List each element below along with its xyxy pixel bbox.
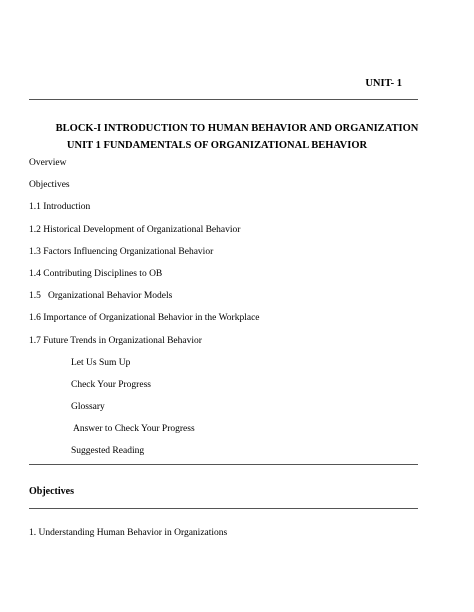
objectives-heading: Objectives (29, 486, 74, 497)
block-title: BLOCK-I INTRODUCTION TO HUMAN BEHAVIOR AND ORGANIZATION (55, 123, 419, 134)
toc-item-1-6: 1.6 Importance of Organizational Behavior in the Workplace (29, 313, 260, 324)
toc-item-1-4: 1.4 Contributing Disciplines to OB (29, 268, 163, 279)
objective-item-1: 1. Understanding Human Behavior in Organizations (29, 528, 228, 538)
table-of-contents (29, 152, 260, 463)
top-divider (29, 99, 418, 100)
toc-item-1-1: 1.1 Introduction (29, 202, 91, 213)
toc-item-answers: Answer to Check Your Progress (73, 424, 195, 435)
toc-item-overview: Overview (29, 158, 67, 168)
toc-item-1-7: 1.7 Future Trends in Organizational Behavior (29, 335, 202, 346)
objectives-divider (29, 508, 418, 509)
toc-item-suggested-reading: Suggested Reading (71, 446, 145, 457)
toc-item-1-5: 1.5 Organizational Behavior Models (29, 291, 173, 302)
unit-title: UNIT 1 FUNDAMENTALS OF ORGANIZATIONAL BEHAVIOR (66, 140, 368, 151)
unit-label: UNIT- 1 (365, 78, 402, 89)
middle-divider (29, 464, 418, 465)
toc-item-1-3: 1.3 Factors Influencing Organizational Behavior (29, 246, 214, 257)
toc-item-check-progress: Check Your Progress (71, 379, 151, 390)
toc-item-sum-up: Let Us Sum Up (71, 357, 131, 368)
toc-item-objectives: Objectives (29, 180, 70, 191)
toc-item-1-2: 1.2 Historical Development of Organizational Behavior (29, 224, 241, 235)
toc-item-glossary: Glossary (71, 402, 105, 413)
